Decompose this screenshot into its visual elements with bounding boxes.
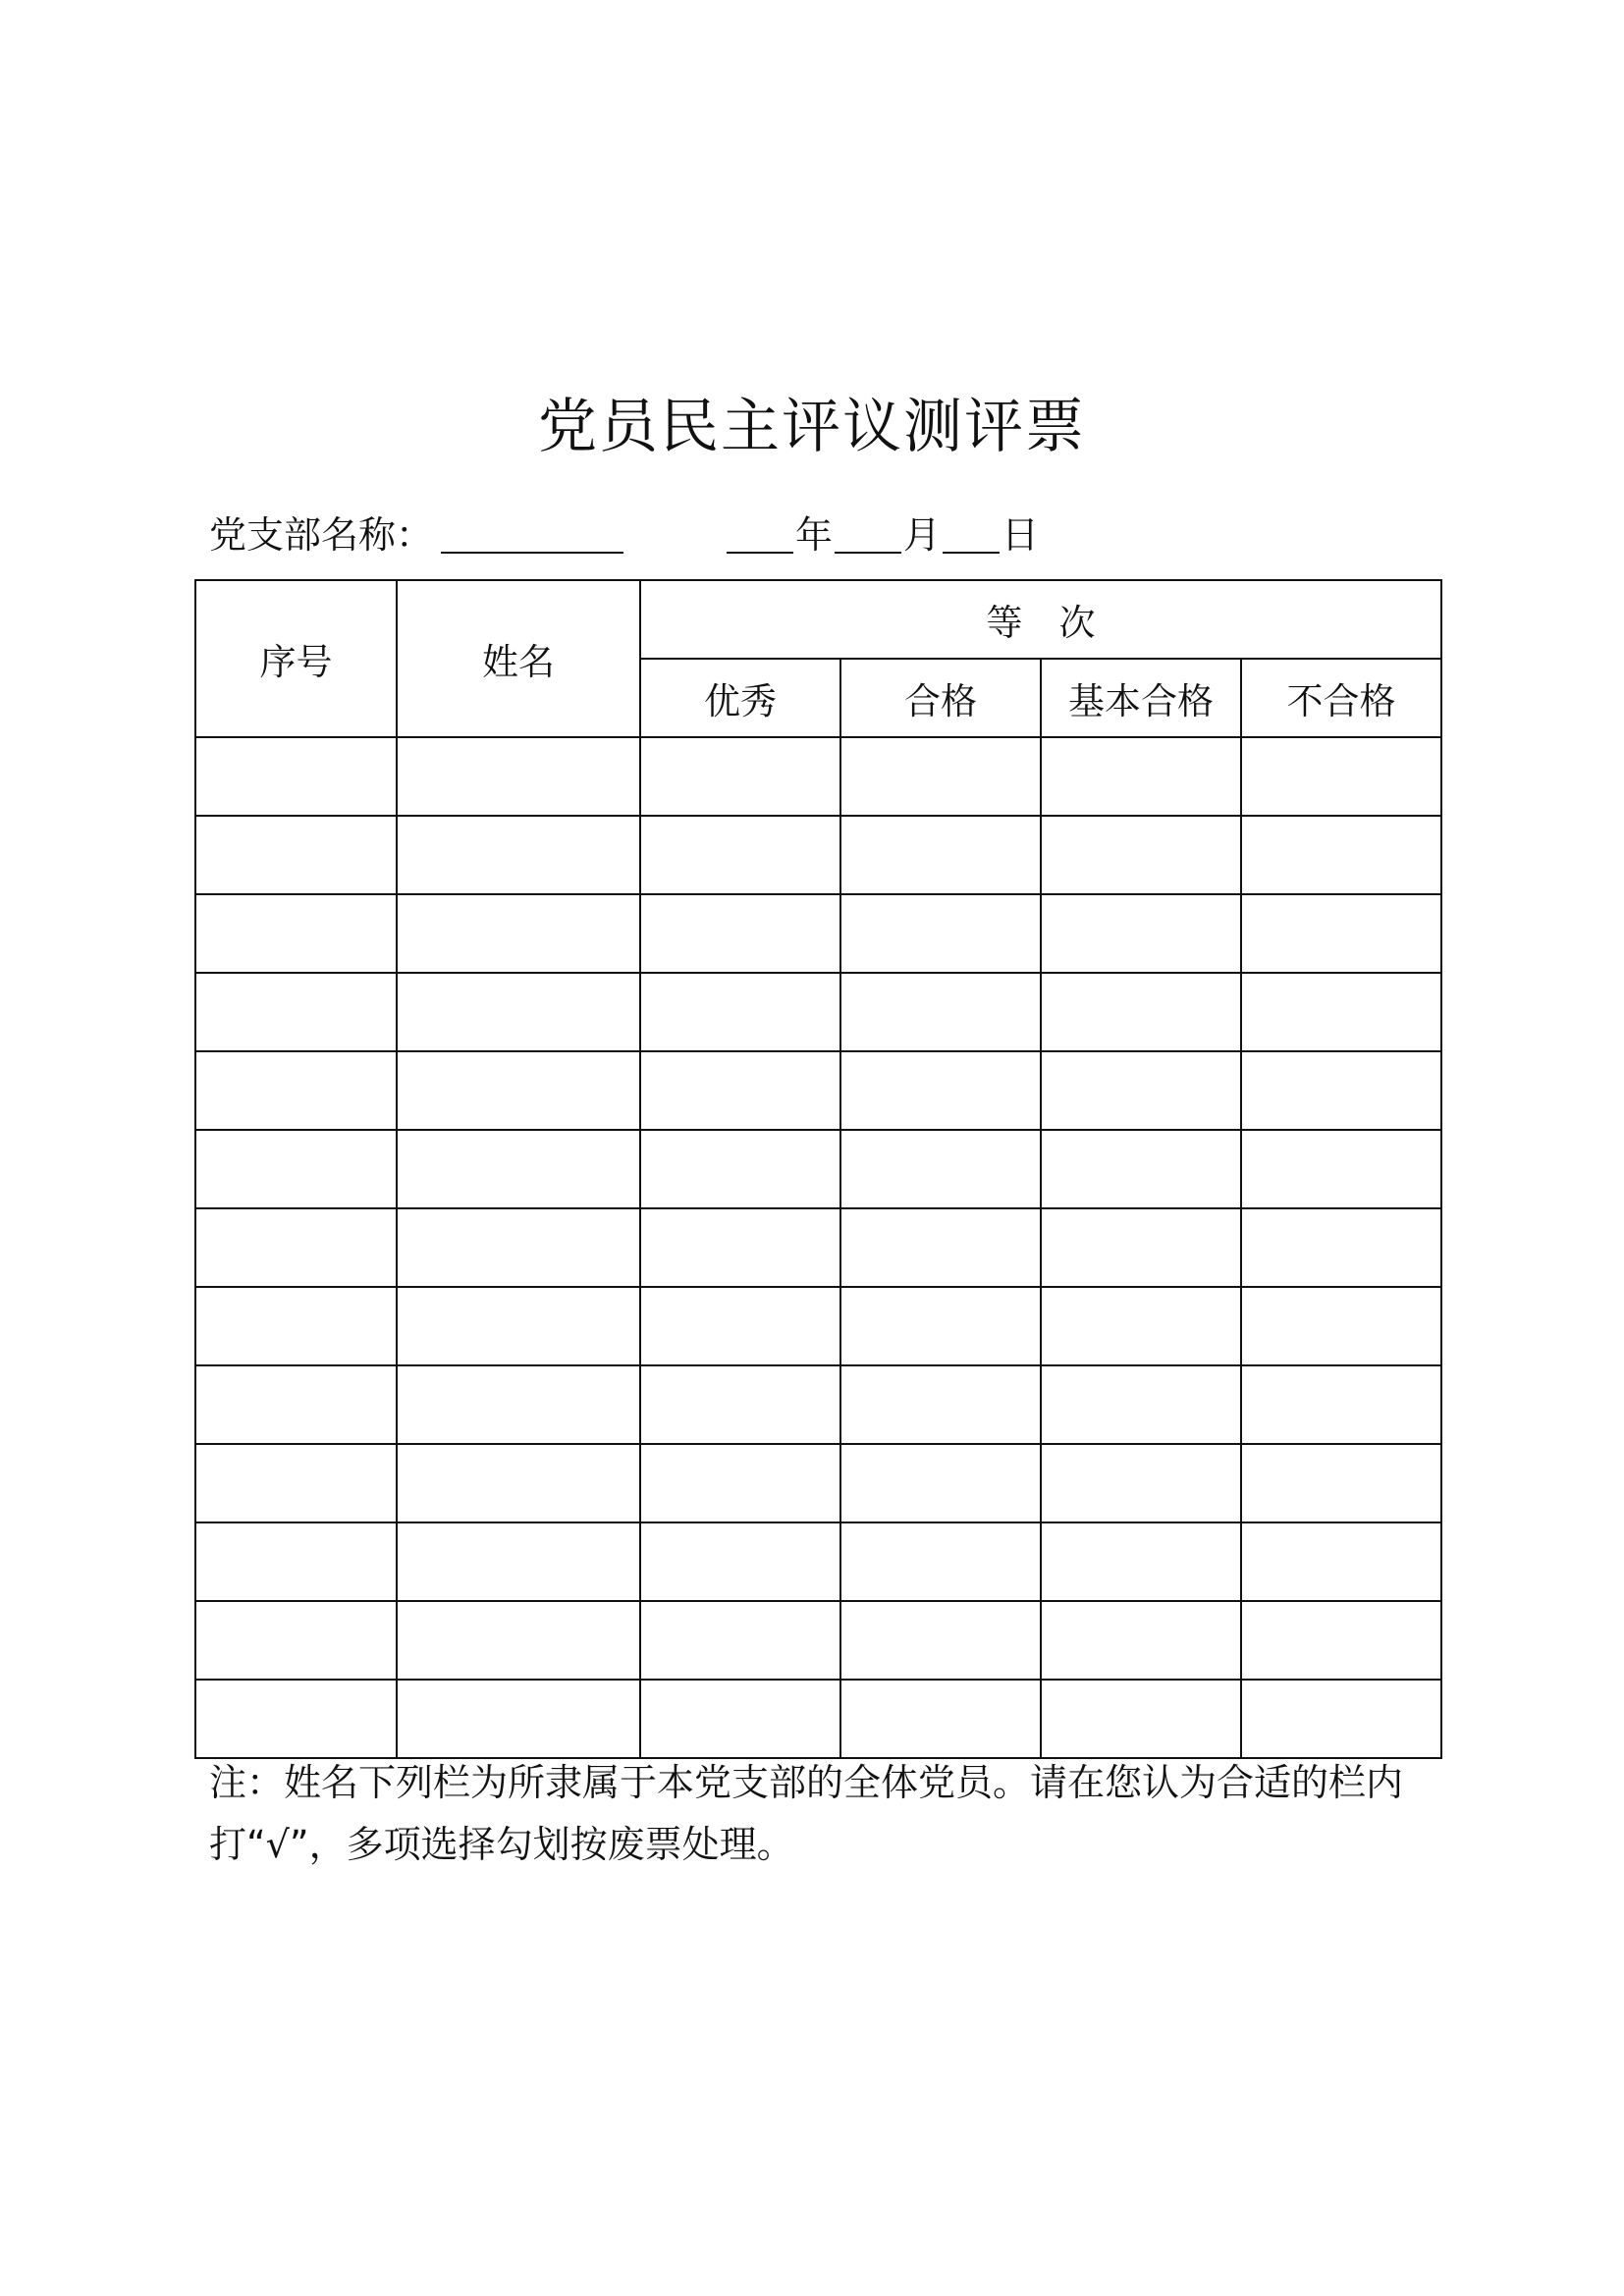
seq-cell[interactable] — [195, 1680, 397, 1758]
seq-cell[interactable] — [195, 1208, 397, 1287]
table-row — [195, 816, 1441, 894]
seq-cell[interactable] — [195, 1601, 397, 1680]
page-title: 党员民主评议测评票 — [538, 393, 1086, 461]
unqualified-cell[interactable] — [1241, 1444, 1441, 1522]
header-rank-basically-qualified: 基本合格 — [1041, 659, 1241, 737]
qualified-cell[interactable] — [840, 1130, 1041, 1208]
table-row — [195, 1601, 1441, 1680]
excellent-cell[interactable] — [640, 1130, 840, 1208]
unqualified-cell[interactable] — [1241, 894, 1441, 973]
name-cell[interactable] — [397, 1444, 640, 1522]
name-cell[interactable] — [397, 1287, 640, 1365]
qualified-cell[interactable] — [840, 1522, 1041, 1601]
qualified-cell[interactable] — [840, 1680, 1041, 1758]
excellent-cell[interactable] — [640, 973, 840, 1051]
basically-qualified-cell[interactable] — [1041, 1287, 1241, 1365]
name-cell[interactable] — [397, 1130, 640, 1208]
table-row — [195, 1522, 1441, 1601]
table-body — [195, 737, 1441, 1758]
unqualified-cell[interactable] — [1241, 816, 1441, 894]
excellent-cell[interactable] — [640, 894, 840, 973]
month-blank[interactable] — [835, 552, 901, 554]
basically-qualified-cell[interactable] — [1041, 973, 1241, 1051]
branch-info-line — [209, 506, 1486, 564]
header-rank-excellent: 优秀 — [640, 659, 840, 737]
qualified-cell[interactable] — [840, 816, 1041, 894]
unqualified-cell[interactable] — [1241, 1051, 1441, 1130]
year-label: 年 — [795, 513, 834, 557]
basically-qualified-cell[interactable] — [1041, 1522, 1241, 1601]
month-label: 月 — [903, 513, 942, 557]
branch-name-label: 党支部名称： — [209, 513, 434, 557]
basically-qualified-cell[interactable] — [1041, 1130, 1241, 1208]
seq-cell[interactable] — [195, 973, 397, 1051]
header-rank-unqualified: 不合格 — [1241, 659, 1441, 737]
seq-cell[interactable] — [195, 737, 397, 816]
seq-cell[interactable] — [195, 816, 397, 894]
unqualified-cell[interactable] — [1241, 1287, 1441, 1365]
day-blank[interactable] — [943, 552, 1000, 554]
excellent-cell[interactable] — [640, 1444, 840, 1522]
qualified-cell[interactable] — [840, 1601, 1041, 1680]
seq-cell[interactable] — [195, 1051, 397, 1130]
table-row — [195, 1444, 1441, 1522]
excellent-cell[interactable] — [640, 1208, 840, 1287]
basically-qualified-cell[interactable] — [1041, 1601, 1241, 1680]
header-name: 姓名 — [397, 580, 640, 737]
excellent-cell[interactable] — [640, 1051, 840, 1130]
table-row — [195, 1287, 1441, 1365]
basically-qualified-cell[interactable] — [1041, 1680, 1241, 1758]
table-row — [195, 894, 1441, 973]
qualified-cell[interactable] — [840, 1365, 1041, 1444]
name-cell[interactable] — [397, 894, 640, 973]
seq-cell[interactable] — [195, 1522, 397, 1601]
year-blank[interactable] — [727, 552, 793, 554]
seq-cell[interactable] — [195, 1287, 397, 1365]
header-rank-qualified: 合格 — [840, 659, 1041, 737]
unqualified-cell[interactable] — [1241, 1601, 1441, 1680]
unqualified-cell[interactable] — [1241, 1680, 1441, 1758]
basically-qualified-cell[interactable] — [1041, 1365, 1241, 1444]
name-cell[interactable] — [397, 973, 640, 1051]
qualified-cell[interactable] — [840, 1051, 1041, 1130]
name-cell[interactable] — [397, 1051, 640, 1130]
seq-cell[interactable] — [195, 1130, 397, 1208]
qualified-cell[interactable] — [840, 737, 1041, 816]
table-row — [195, 1130, 1441, 1208]
name-cell[interactable] — [397, 737, 640, 816]
excellent-cell[interactable] — [640, 1287, 840, 1365]
basically-qualified-cell[interactable] — [1041, 737, 1241, 816]
table-row — [195, 1365, 1441, 1444]
table-row — [195, 737, 1441, 816]
table-row — [195, 1208, 1441, 1287]
day-label: 日 — [1001, 513, 1040, 557]
seq-cell[interactable] — [195, 1365, 397, 1444]
excellent-cell[interactable] — [640, 737, 840, 816]
basically-qualified-cell[interactable] — [1041, 1051, 1241, 1130]
basically-qualified-cell[interactable] — [1041, 1444, 1241, 1522]
header-seq: 序号 — [195, 580, 397, 737]
basically-qualified-cell[interactable] — [1041, 816, 1241, 894]
name-cell[interactable] — [397, 1680, 640, 1758]
unqualified-cell[interactable] — [1241, 1365, 1441, 1444]
footnote: 注：姓名下列栏为所隶属于本党支部的全体党员。请在您认为合适的栏内打“√”，多项选择勾划按废票处理。 — [209, 1761, 1404, 1866]
seq-cell[interactable] — [195, 1444, 397, 1522]
name-cell[interactable] — [397, 1365, 640, 1444]
name-cell[interactable] — [397, 1601, 640, 1680]
table-row — [195, 1680, 1441, 1758]
seq-cell[interactable] — [195, 894, 397, 973]
table-row — [195, 1051, 1441, 1130]
excellent-cell[interactable] — [640, 1601, 840, 1680]
excellent-cell[interactable] — [640, 1365, 840, 1444]
qualified-cell[interactable] — [840, 1208, 1041, 1287]
qualified-cell[interactable] — [840, 973, 1041, 1051]
unqualified-cell[interactable] — [1241, 1522, 1441, 1601]
basically-qualified-cell[interactable] — [1041, 1208, 1241, 1287]
qualified-cell[interactable] — [840, 1444, 1041, 1522]
name-cell[interactable] — [397, 1208, 640, 1287]
unqualified-cell[interactable] — [1241, 973, 1441, 1051]
evaluation-table — [194, 579, 1442, 1759]
excellent-cell[interactable] — [640, 1680, 840, 1758]
excellent-cell[interactable] — [640, 816, 840, 894]
excellent-cell[interactable] — [640, 1522, 840, 1601]
table-row — [195, 973, 1441, 1051]
basically-qualified-cell[interactable] — [1041, 894, 1241, 973]
unqualified-cell[interactable] — [1241, 1130, 1441, 1208]
name-cell[interactable] — [397, 1522, 640, 1601]
header-rank: 等 次 — [640, 580, 1441, 659]
name-cell[interactable] — [397, 816, 640, 894]
qualified-cell[interactable] — [840, 894, 1041, 973]
unqualified-cell[interactable] — [1241, 737, 1441, 816]
branch-name-blank[interactable] — [441, 552, 623, 554]
unqualified-cell[interactable] — [1241, 1208, 1441, 1287]
qualified-cell[interactable] — [840, 1287, 1041, 1365]
